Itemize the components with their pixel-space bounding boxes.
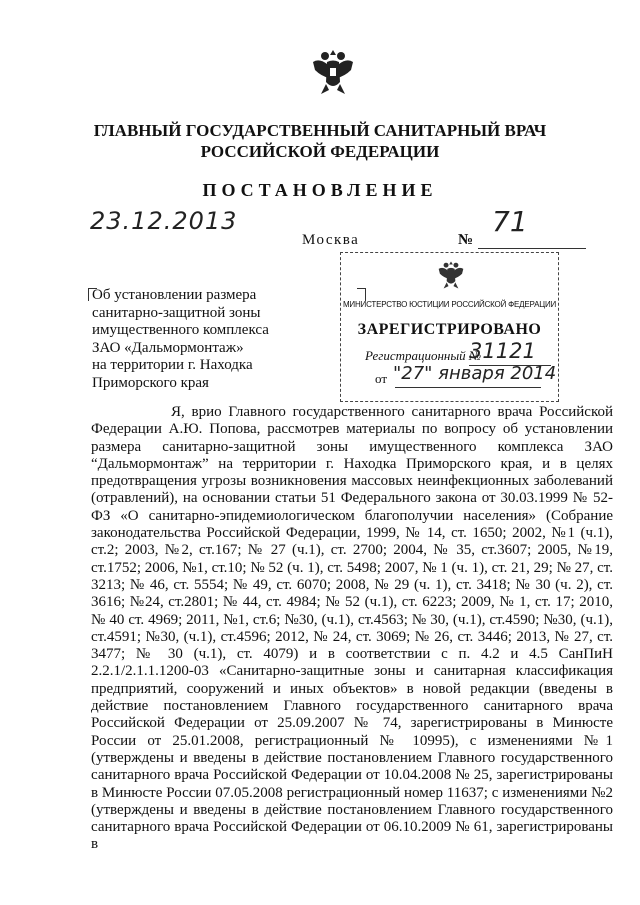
body-paragraph (91, 404, 613, 854)
registration-stamp (340, 252, 559, 402)
stamp-date-underline (395, 387, 541, 388)
stamp-reg-number-label: Регистрационный № (365, 348, 482, 363)
subject-line: на территории г. Находка (92, 357, 253, 373)
subject-line: санитарно-защитной зоны (92, 304, 261, 321)
subject-line: Об установлении размера (92, 287, 257, 303)
double-headed-eagle-icon (436, 259, 466, 291)
subject-line: Приморского края (92, 374, 209, 391)
document-type: ПОСТАНОВЛЕНИЕ (202, 180, 438, 200)
issuing-authority (0, 120, 640, 162)
double-headed-eagle-icon (309, 46, 357, 98)
stamp-from-label: от (375, 371, 388, 386)
city: Москва (302, 232, 360, 248)
stamp-registered: ЗАРЕГИСТРИРОВАНО (357, 321, 542, 338)
body-text: Я, врио Главного государственного санитарного врача Российской Федерации А.Ю. Попова, рассмотрев материалы по вопросу об установлении размера санитарно-защитной зоны имущественного комплекса ЗАО “Дальмормонтаж” на территории г. Находка Приморского края, и в целях предотвращения угрозы возникновения массовых неинфекционных заболеваний (отравлений), на основании статьи 51 Федерального закона от 30.03.1999 № 52-ФЗ «О санитарно-эпидемиологическом благополучии населения» (Собрание законодательства Российской Федерации, 1999, № 14, ст. 1650; 2002, №1 (ч.1), ст.2; 2003, №2, ст.167; № 27 (ч.1), ст. 2700; 2004, № 35, ст.3607; 2005, №19, ст.1752; 2006, №1, ст.10; № 52 (ч. 1), ст. 5498; 2007, № 1 (ч. 1), ст. 21, 29; № 27, ст. 3213; № 46, ст. 5554; № 49, ст. 6070; 2008, № 29 (ч. 1), ст. 3418; № 30 (ч. 2), ст. 3616; №24, ст.2801; № 44, ст. 4984; № 52 (ч.1), ст. 6223; 2009, № 1, ст. 17; 2010, № 40 ст. 4969; 2011, №1, ст.6; №30, (ч.1), ст.4563; № 30, (ч.1), ст.4590; №30, (ч.1), ст.4591; №30, (ч.1), ст.4596; 2012, № 24, ст. 3069; № 26, ст. 3446; 2013, № 27, ст. 3477; № 30 (ч.1), ст. 4079) и в соответствии с п. 4.2 и 4.5 СанПиН 2.2.1/2.1.1.1200-03 «Санитарно-защитные зоны и санитарная классификация предприятий, сооружений и иных объектов» в новой редакции (введены в действие постановлением Главного государственного санитарного врача Российской Федерации от 25.09.2007 № 74, зарегистрированы в Минюсте России от 25.01.2008, регистрационный № 10995), с изменениями №1 (утверждены и введены в действие постановлением Главного государственного санитарного врача Российской Федерации от 10.04.2008 № 25, зарегистрированы в Минюсте России 07.05.2008 регистрационный номер 11637; с изменениями №2 (утверждены и введены в действие постановлением Главного государственного санитарного врача Российской Федерации от 06.10.2009 № 61, зарегистрированы в (91, 404, 613, 853)
subject-line: имущественного комплекса (92, 322, 269, 338)
subject-block (92, 287, 297, 392)
handwritten-date: 23.12.2013 (90, 207, 238, 235)
stamp-ministry: МИНИСТЕРСТВО ЮСТИЦИИ РОССИЙСКОЙ ФЕДЕРАЦИИ (342, 300, 557, 309)
number-underline (478, 248, 586, 249)
handwritten-number: 71 (492, 205, 528, 238)
subject-bracket-left (88, 288, 97, 301)
authority-line-2: РОССИЙСКОЙ ФЕДЕРАЦИИ (200, 142, 440, 161)
number-label: № (458, 232, 474, 248)
subject-line: ЗАО «Дальмормонтаж» (92, 339, 244, 356)
stamp-date: "27" января 2014 (393, 363, 557, 384)
stamp-reg-number: 31121 (469, 339, 536, 363)
authority-line-1: ГЛАВНЫЙ ГОСУДАРСТВЕННЫЙ САНИТАРНЫЙ ВРАЧ (93, 121, 547, 140)
